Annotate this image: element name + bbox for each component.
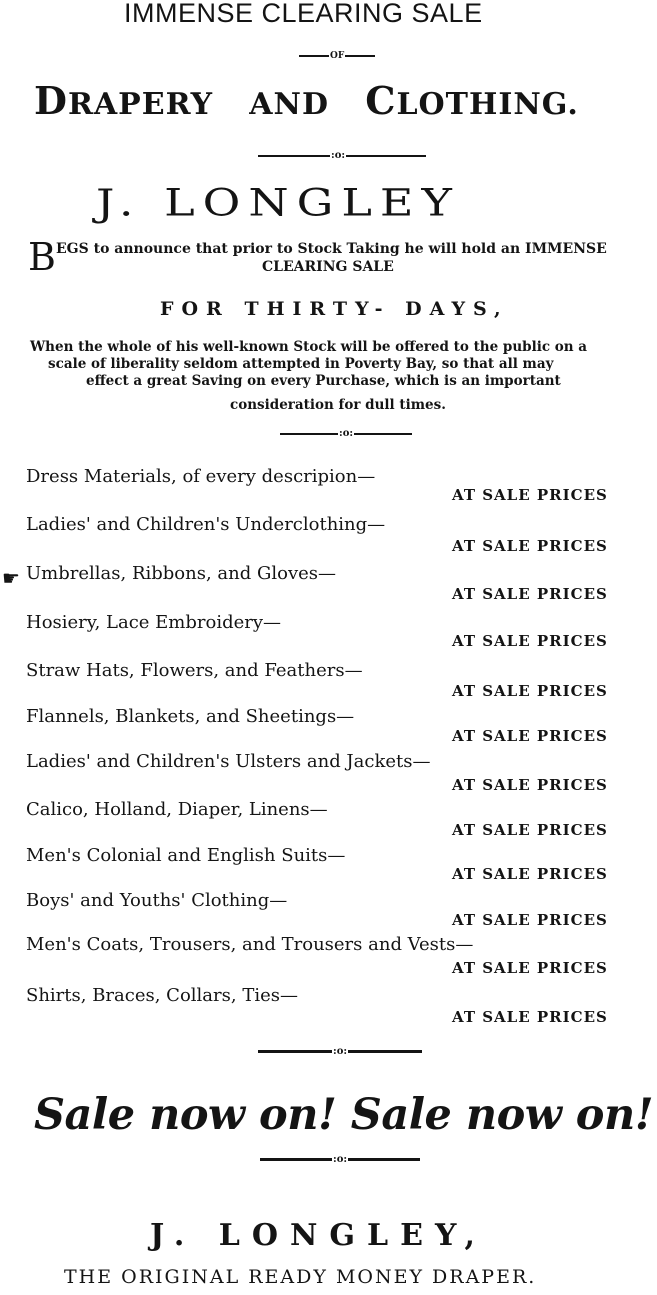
intro-line-2: CLEARING SALE <box>262 259 394 275</box>
of-divider <box>299 50 375 61</box>
intro-line-1: EGS to announce that prior to Stock Taking he will hold an IMMENSE <box>56 241 607 257</box>
section-divider-3 <box>258 1046 422 1057</box>
intro-drop-cap: B <box>28 235 56 279</box>
item-name: Straw Hats, Flowers, and Feathers— <box>26 660 363 681</box>
item-name: Dress Materials, of every descripion— <box>26 466 376 487</box>
item-price: AT SALE PRICES <box>452 537 608 555</box>
item-price: AT SALE PRICES <box>452 821 608 839</box>
body-line: effect a great Saving on every Purchase, which is an important <box>86 373 561 389</box>
title-word-and: AND <box>249 87 329 122</box>
body-line: When the whole of his well-known Stock will be offered to the public on a <box>30 339 588 355</box>
divider-line-left <box>299 55 329 57</box>
item-name: Umbrellas, Ribbons, and Gloves— <box>26 563 337 584</box>
item-name: Shirts, Braces, Collars, Ties— <box>26 985 298 1006</box>
pointing-hand-icon: ☛ <box>2 566 20 590</box>
item-price: AT SALE PRICES <box>452 682 608 700</box>
title-word-rapery: RAPERY <box>67 87 214 122</box>
footer-tagline: THE ORIGINAL READY MONEY DRAPER. <box>64 1266 537 1288</box>
section-divider-2 <box>280 428 412 439</box>
item-price: AT SALE PRICES <box>452 865 608 883</box>
item-price: AT SALE PRICES <box>452 585 608 603</box>
item-name: Men's Colonial and English Suits— <box>26 845 346 866</box>
item-price: AT SALE PRICES <box>452 727 608 745</box>
brand-name: J. LONGLEY <box>96 180 460 225</box>
item-price: AT SALE PRICES <box>452 959 608 977</box>
divider-mark: :o: <box>331 150 346 161</box>
section-divider-4 <box>260 1154 420 1165</box>
item-price: AT SALE PRICES <box>452 776 608 794</box>
section-divider-1 <box>258 150 426 161</box>
body-line: consideration for dull times. <box>230 397 446 413</box>
divider-mark: :o: <box>333 1154 348 1165</box>
divider-mark: :o: <box>333 1046 348 1057</box>
main-title <box>34 78 579 123</box>
divider-line-right <box>345 55 375 57</box>
of-divider-text: OF <box>330 51 345 61</box>
body-line: scale of liberality seldom attempted in Poverty Bay, so that all may <box>48 356 554 372</box>
divider-mark: :o: <box>339 428 354 439</box>
sale-now-banner: Sale now on! Sale now on! <box>34 1090 654 1140</box>
item-price: AT SALE PRICES <box>452 911 608 929</box>
footer-brand-name: J. LONGLEY, <box>150 1218 487 1253</box>
item-price: AT SALE PRICES <box>452 1008 608 1026</box>
title-initial-c: C <box>365 78 397 123</box>
item-name: Men's Coats, Trousers, and Trousers and Vests— <box>26 934 474 955</box>
sale-duration: FOR THIRTY- DAYS, <box>160 298 509 320</box>
item-name: Ladies' and Children's Ulsters and Jackets— <box>26 751 431 772</box>
item-name: Flannels, Blankets, and Sheetings— <box>26 706 355 727</box>
item-price: AT SALE PRICES <box>452 486 608 504</box>
item-price: AT SALE PRICES <box>452 632 608 650</box>
item-name: Ladies' and Children's Underclothing— <box>26 514 386 535</box>
item-name: Calico, Holland, Diaper, Linens— <box>26 799 328 820</box>
title-initial-d: D <box>34 78 68 123</box>
top-heading: IMMENSE CLEARING SALE <box>124 0 483 28</box>
title-word-lothing: LOTHING. <box>396 87 579 122</box>
item-name: Hosiery, Lace Embroidery— <box>26 612 282 633</box>
item-name: Boys' and Youths' Clothing— <box>26 890 288 911</box>
